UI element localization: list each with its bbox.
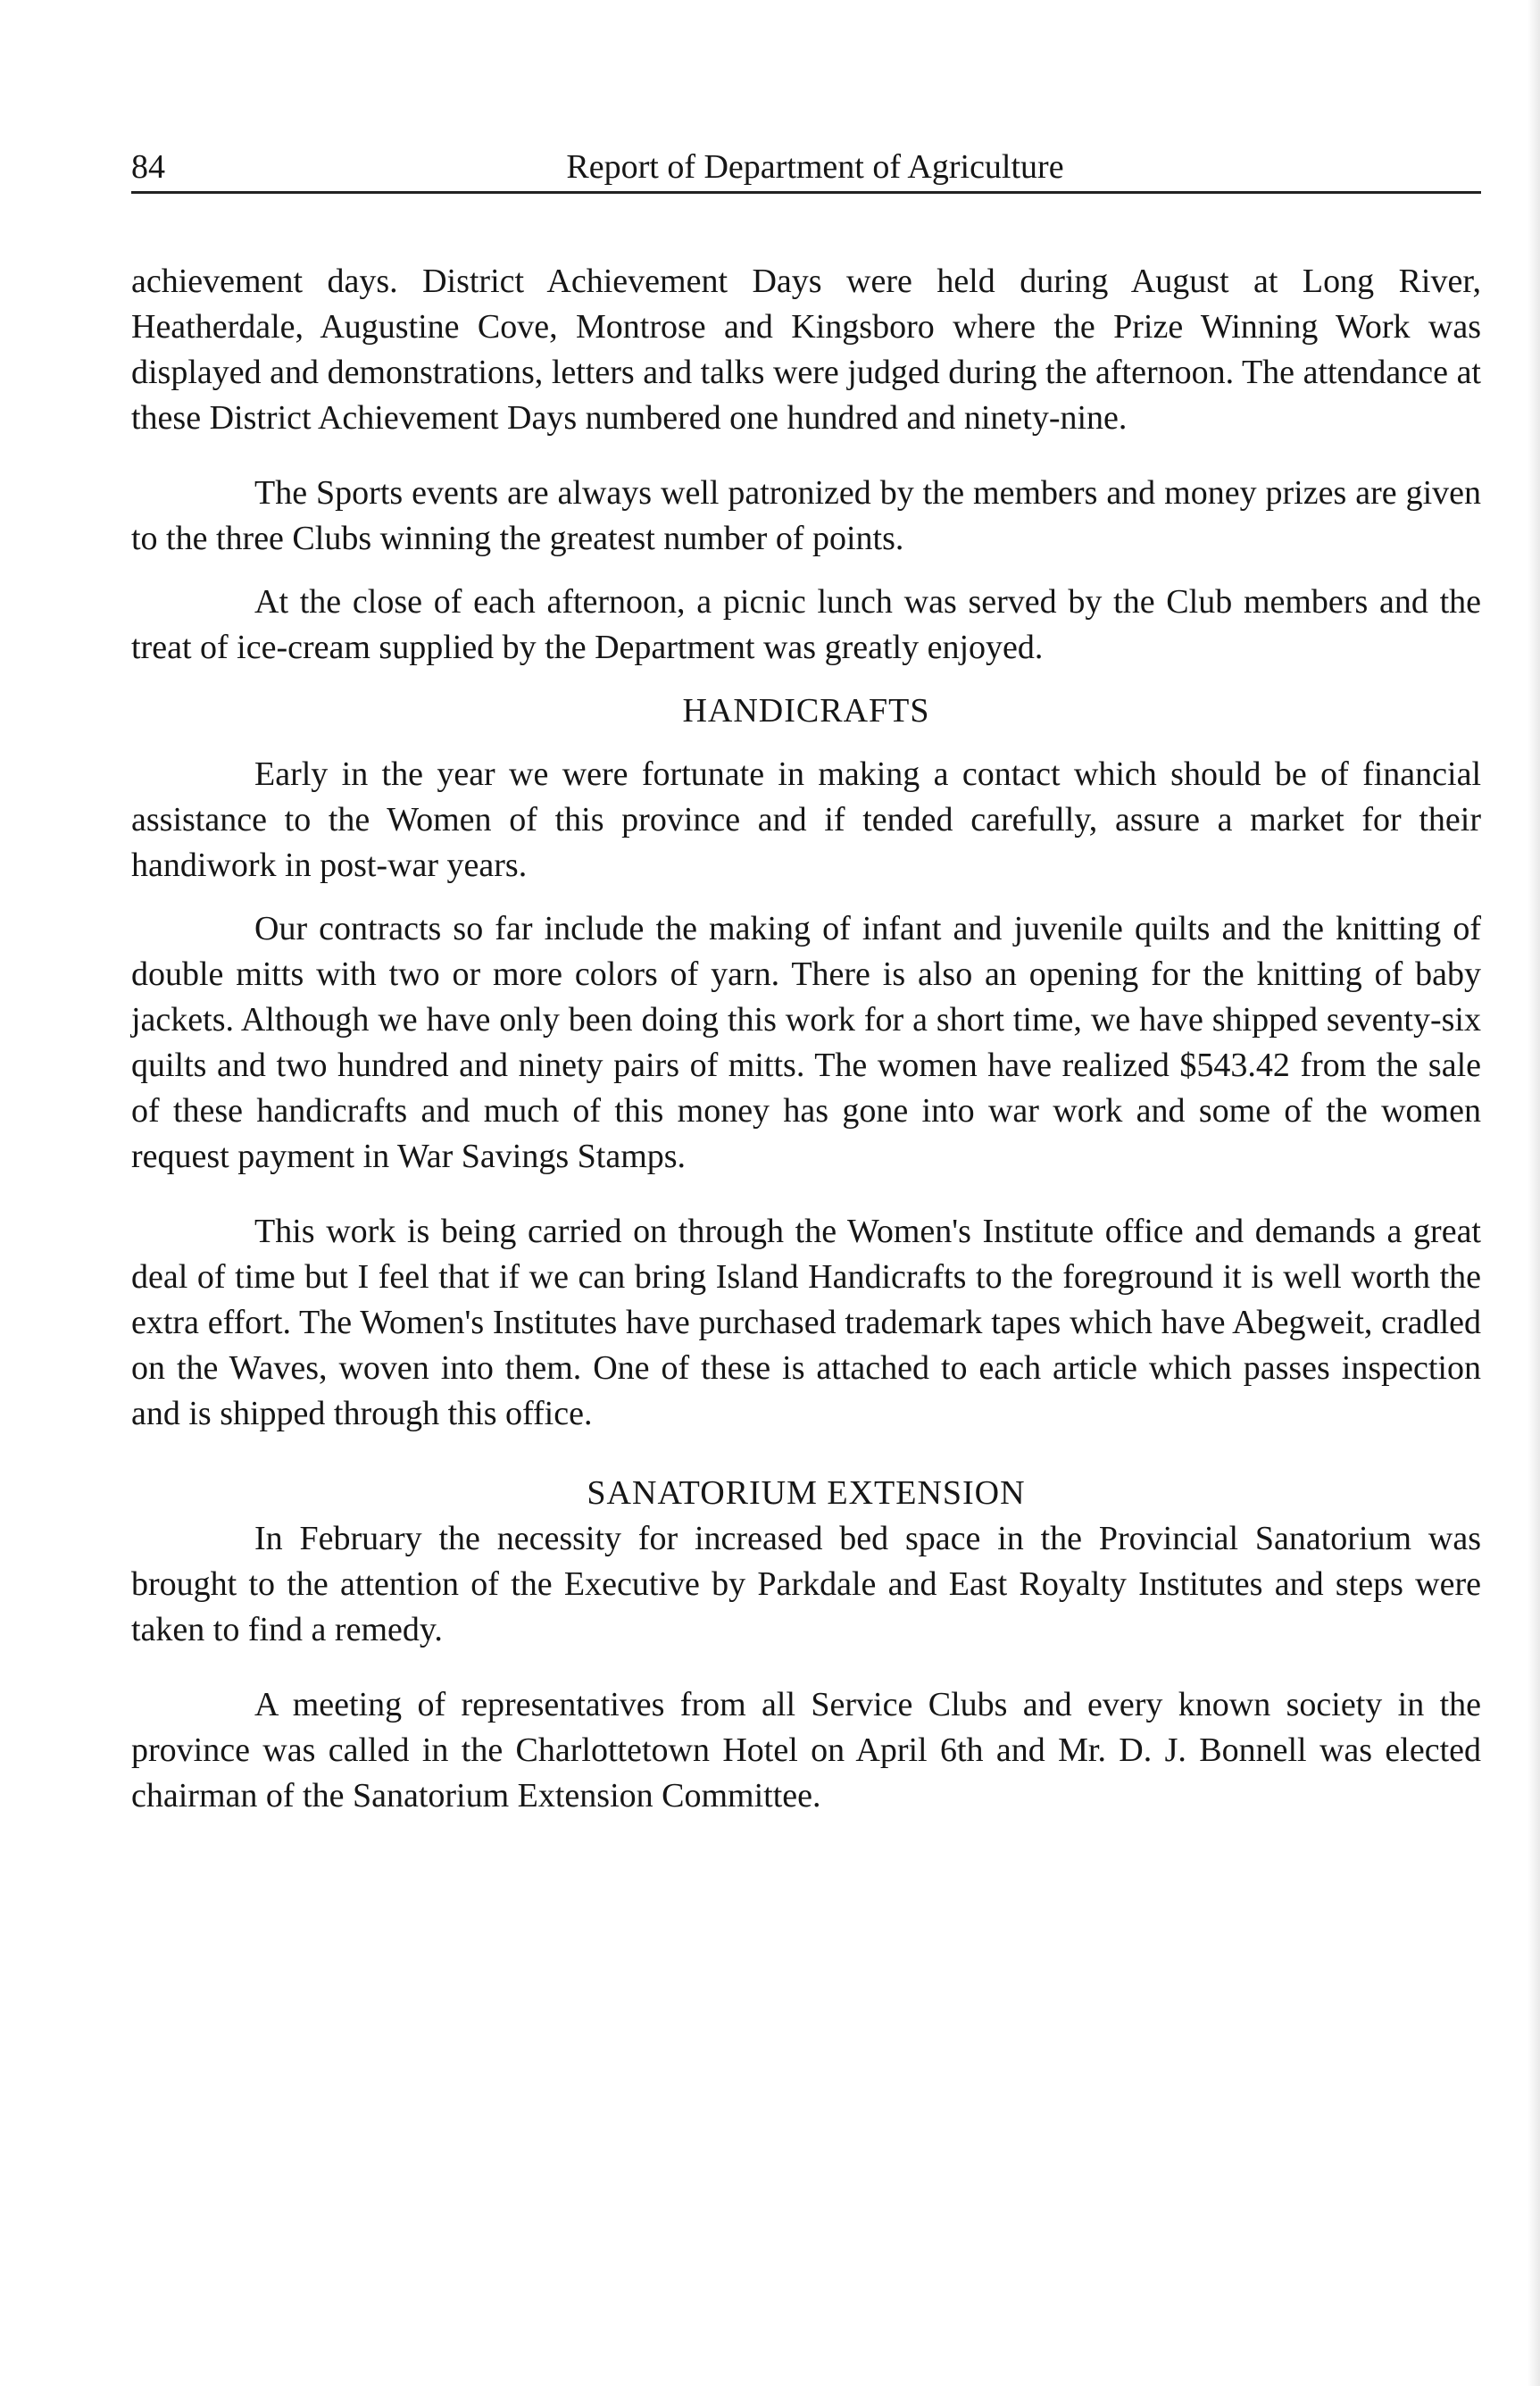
page-header: [131, 143, 1481, 194]
paragraph-picnic-lunch: At the close of each afternoon, a picnic lunch was served by the Club members and the treat of ice-cream supplied by the Department was greatly enjoyed.: [131, 583, 1481, 666]
paragraph-achievement-days: achievement days. District Achievement Days were held during August at Long River, Heatherdale, Augustine Cove, Montrose and Kingsboro where the Prize Winning Work was displayed and demonstrations, letters and talks were judged during the afternoon. The attendance at these District Achievement Days numbered one hundred and ninety-nine.: [131, 263, 1481, 437]
paragraph-handicrafts-contracts: Our contracts so far include the making of infant and juvenile quilts and the knitting of double mitts with two or more colors of yarn. There is also an opening for the knitting of baby jackets. Although we have only been doing this work for a short time, we have shipped seventy-six quilts and two hundred and ninety pairs of mitts. The women have realized $543.42 from the sale of these handicrafts and much of this money has gone into war work and some of the women request payment in War Savings Stamps.: [131, 910, 1481, 1175]
page-number: 84: [131, 148, 165, 186]
page-edge-shadow: [1528, 0, 1540, 2386]
paragraph-sanatorium-meeting: A meeting of representatives from all Service Clubs and every known society in the province was called in the Charlottetown Hotel on April 6th and Mr. D. J. Bonnell was elected chairman of the Sanatorium Extension Committee.: [131, 1686, 1481, 1815]
running-title: Report of Department of Agriculture: [566, 148, 1064, 186]
heading-sanatorium-extension: SANATORIUM EXTENSION: [587, 1474, 1026, 1512]
body-text: [131, 259, 1481, 1819]
paragraph-handicrafts-contact: Early in the year we were fortunate in making a contact which should be of financial assistance to the Women of this province and if tended carefully, assure a market for their handiwork in post-war years.: [131, 755, 1481, 884]
heading-handicrafts: HANDICRAFTS: [682, 692, 930, 730]
paragraph-handicrafts-office: This work is being carried on through the Women's Institute office and demands a great deal of time but I feel that if we can bring Island Handicrafts to the foreground it is well worth the extra effort. The Women's Institutes have purchased trademark tapes which have Abegweit, cradled on the Waves, woven into them. One of these is attached to each article which passes inspection and is shipped through this office.: [131, 1213, 1481, 1432]
paragraph-sports-events: The Sports events are always well patronized by the members and money prizes are given to the three Clubs winning the greatest number of points.: [131, 474, 1481, 557]
paragraph-sanatorium-bed-space: In February the necessity for increased bed space in the Provincial Sanatorium was brought to the attention of the Executive by Parkdale and East Royalty Institutes and steps were taken to find a remedy.: [131, 1520, 1481, 1648]
